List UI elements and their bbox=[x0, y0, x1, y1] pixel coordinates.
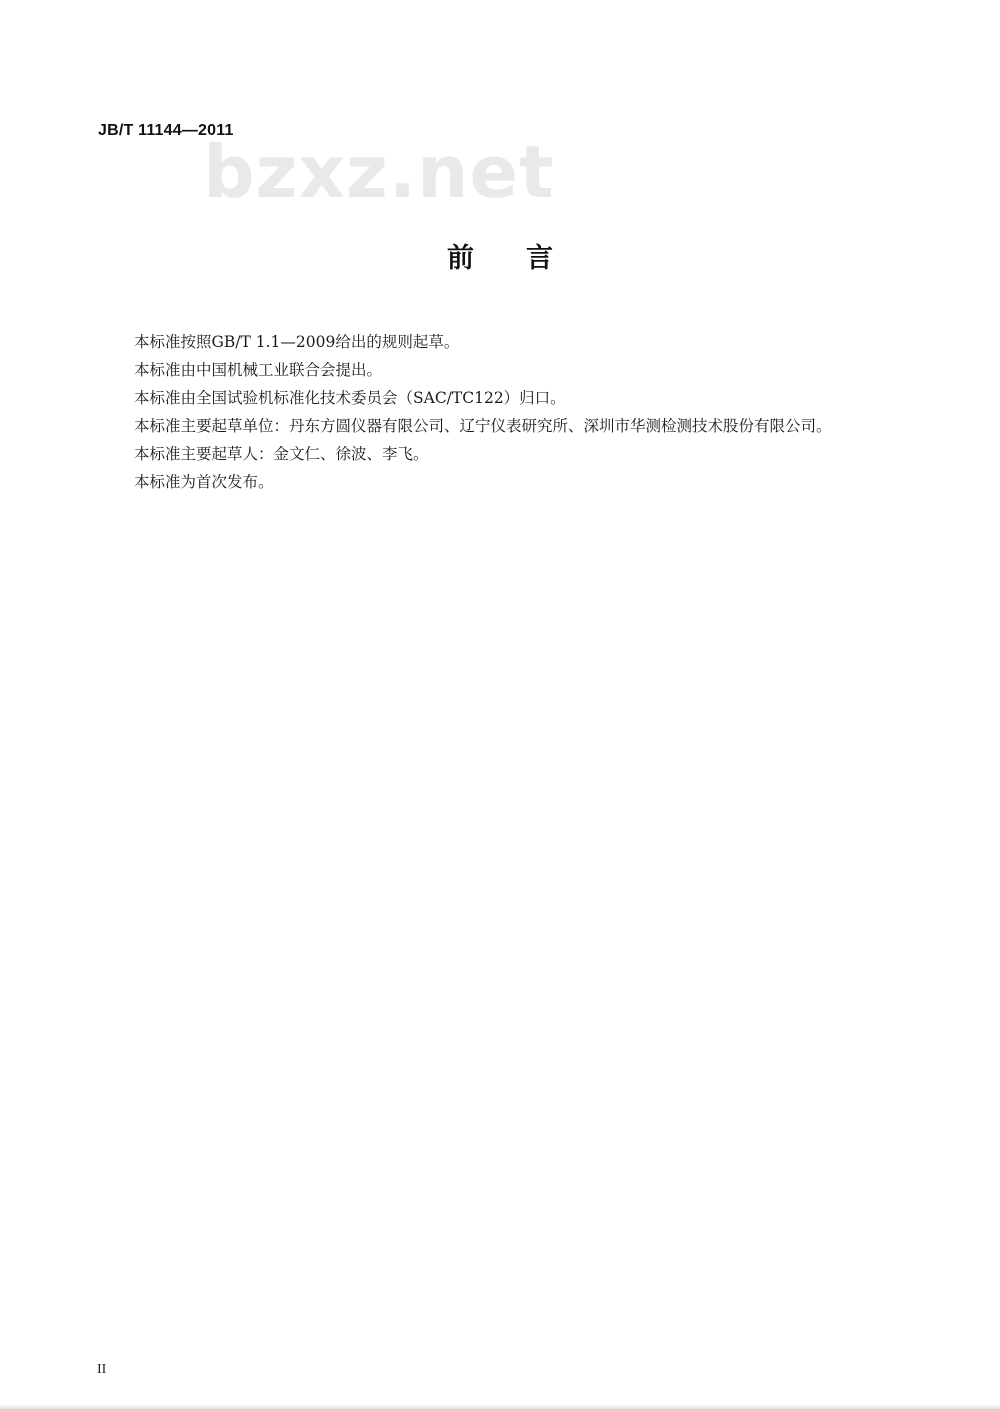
paragraph-first-release: 本标准为首次发布。 bbox=[134, 473, 274, 491]
paragraph-proposer: 本标准由中国机械工业联合会提出。 bbox=[134, 361, 383, 379]
page-bottom-edge bbox=[0, 1405, 1000, 1409]
doc-code: JB/T 11144—2011 bbox=[98, 122, 234, 139]
paragraph-drafters: 本标准主要起草人：金文仁、徐波、李飞。 bbox=[134, 445, 429, 463]
paragraph-administrator: 本标准由全国试验机标准化技术委员会（SAC/TC122）归口。 bbox=[134, 389, 566, 407]
paragraph-drafting-units: 本标准主要起草单位：丹东方圆仪器有限公司、辽宁仪表研究所、深圳市华测检测技术股份有限公司。 bbox=[134, 417, 832, 435]
foreword-body bbox=[98, 328, 898, 496]
watermark: bzxz.net bbox=[203, 130, 555, 214]
title-part-1: 前 bbox=[447, 243, 474, 274]
title-part-2: 言 bbox=[526, 243, 553, 274]
paragraph-drafting-rules: 本标准按照GB/T 1.1—2009给出的规则起草。 bbox=[134, 333, 460, 351]
page-number: II bbox=[97, 1362, 107, 1377]
page-title bbox=[0, 236, 1000, 275]
